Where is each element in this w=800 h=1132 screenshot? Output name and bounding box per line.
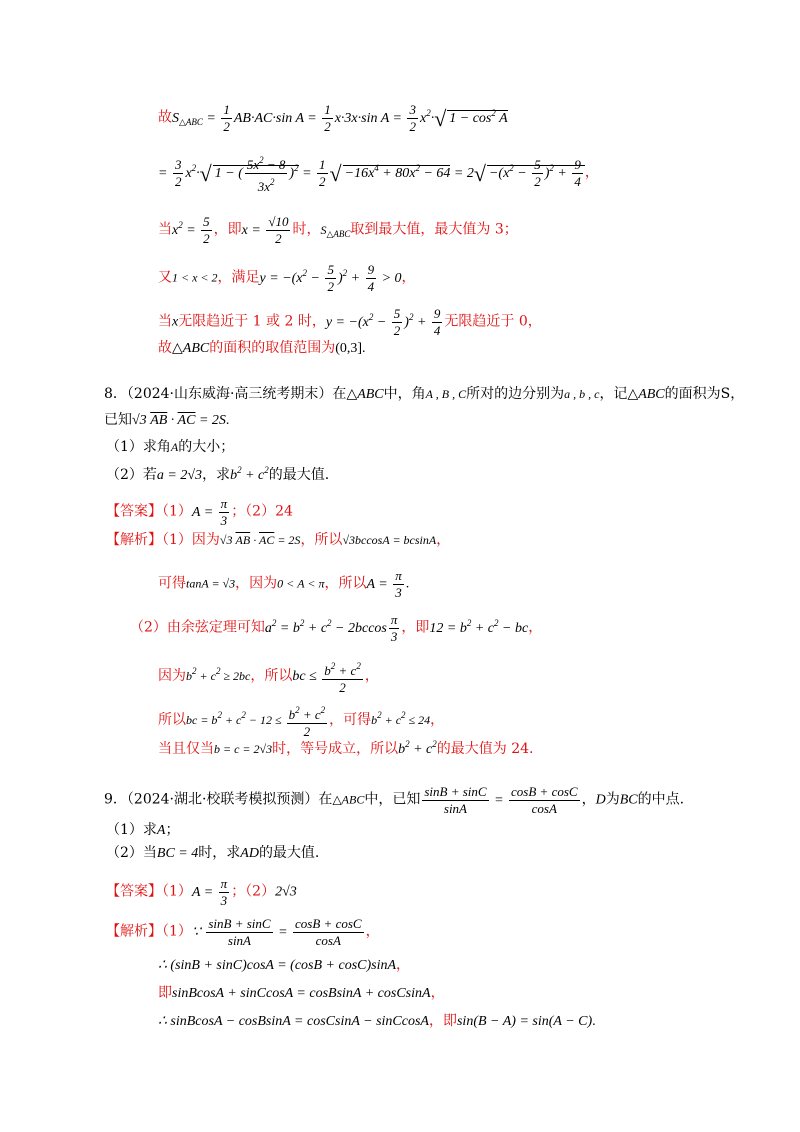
solution-line-1: 故$S_{\triangle ABC}$ = $\frac{1}{2}$ AB·AC·sin A = $\frac{1}{2}$ x·3x·sin A = $\frac{3}{2}$ $x^2\cdot√$ $1 - \cos^2 A$	[158, 102, 508, 134]
q8-header: 8．（2024·山东威海·高三统考期末）在△ABC中，角A , B , C所对的边分别为a , b , c，记△ABC的面积为S，	[104, 386, 745, 402]
q9-analysis-1: 【解析】（1）∵ $\frac{\sin B + \sin C}{\sin A}$ = $\frac{\cos B + \cos C}{\cos A}$ ，	[106, 916, 380, 948]
q8-analysis-2: 可得tanA = √3，因为0 < A < π，所以A = $\frac{\pi}{3}$ .	[158, 568, 410, 600]
q8-analysis-1: 【解析】（1）因为√3 $\overline{AB} \cdot \overline{AC} = 2S$，所以√3bccosA = bcsinA，	[106, 532, 451, 548]
q8-part2: （2）若a = 2√3，求$b^2 + c^2$的最大值.	[106, 465, 330, 483]
area-formula: $S_{\triangle ABC}$ = $\frac{1}{2}$ AB·AC·sin A = $\frac{1}{2}$ x·3x·sin A = $\frac{3}{2}$ $x^2\cdot√$ $1 - \cos^2 A$	[172, 102, 508, 134]
analysis-tag: 【解析】	[106, 923, 162, 940]
q9-part1: （1）求A；	[106, 822, 180, 838]
q8-part1: （1）求角A的大小；	[106, 439, 235, 455]
q8-given: 已知√3 $\overline{AB} \cdot \overline{AC} = 2S$.	[104, 412, 230, 428]
solution-line-4: 又1 < x < 2，满足$y = -(x^2$ − $\frac{5}{2}$ )$^2$ + $\frac{9}{4}$ > 0，	[158, 262, 416, 294]
analysis-tag: 【解析】	[106, 532, 162, 548]
q9-analysis-2: ∴ (sinB + sinC)cosA = (cosB + cosC)sinA，	[158, 957, 411, 973]
q8-analysis-6: 当且仅当b = c = 2√3时，等号成立，所以$b^2 + c^2$的最大值为 24.	[158, 739, 534, 757]
q9-answer: 【答案】（1）A = $\frac{\pi}{3}$ ；（2）2√3	[106, 876, 297, 908]
q9-header: 9．（2024·湖北·校联考模拟预测）在△ABC中，已知 $\frac{\sin B + \sin C}{\sin A}$ = $\frac{\cos B + \cos C}{\cos A}$ ，D为BC的中点.	[104, 784, 685, 816]
q9-analysis-3: 即sinBcosA + sinCcosA = cosBsinA + cosCsinA，	[158, 985, 445, 1001]
solution-line-2: = $\frac{3}{2}$ $x^2\cdot√$ 1 − ( $\frac{5x^2 - 8}{3x^2}$ )$^2$ = $\frac{1}{2}$ √ $-16x^4 + 80x^2 - 64 = 2√ -(x^2$ − $\frac{5}{2}$ )$^2$ + $\frac{9}{4}$ ，	[158, 152, 599, 195]
q8-answer: 【答案】（1）A = $\frac{\pi}{3}$ ；（2）24	[106, 496, 293, 528]
solution-line-6: 故△ABC的面积的取值范围为(0,3].	[158, 340, 366, 356]
area-formula-expanded: = $\frac{3}{2}$ $x^2\cdot√$ 1 − ( $\frac{5x^2 - 8}{3x^2}$ )$^2$ = $\frac{1}{2}$ √ $-16x^4 + 80x^2 - 64 = 2√ -(x^2$ − $\frac{5}{2}$ )$^2$ + $\frac{9}{4}$	[158, 166, 585, 181]
answer-tag: 【答案】	[106, 883, 162, 900]
solution-line-5: 当x无限趋近于 1 或 2 时，$y = -(x^2$ − $\frac{5}{2}$ )$^2$ + $\frac{9}{4}$ 无限趋近于 0，	[158, 306, 542, 338]
answer-tag: 【答案】	[106, 503, 162, 520]
q9-part2: （2）当BC = 4时，求AD的最大值.	[106, 845, 320, 861]
solution-line-3: 当$x^2$ = $\frac{5}{2}$ ，即x = $\frac{√10}{2}$ 时，$S_{\triangle ABC}$取到最大值，最大值为 3；	[158, 214, 518, 246]
q8-analysis-5: 所以bc = $b^2 + c^2 - 12$ ≤ $\frac{b^2 + c^2}{2}$ ，可得$b^2 + c^2 \le 24$，	[158, 702, 444, 740]
q8-analysis-3: （2）由余弦定理可知$a^2 = b^2 + c^2 - 2bccos$ $\frac{\pi}{3}$ ，即$12 = b^2 + c^2$ − bc，	[130, 612, 543, 644]
q9-analysis-4: ∴ sinBcosA − cosBsinA = cosCsinA − sinCcosA，即sin(B − A) = sin(A − C).	[158, 1013, 596, 1029]
q8-analysis-4: 因为$b^2 + c^2 \ge 2bc$，所以bc ≤ $\frac{b^2 + c^2}{2}$ ，	[158, 658, 379, 696]
